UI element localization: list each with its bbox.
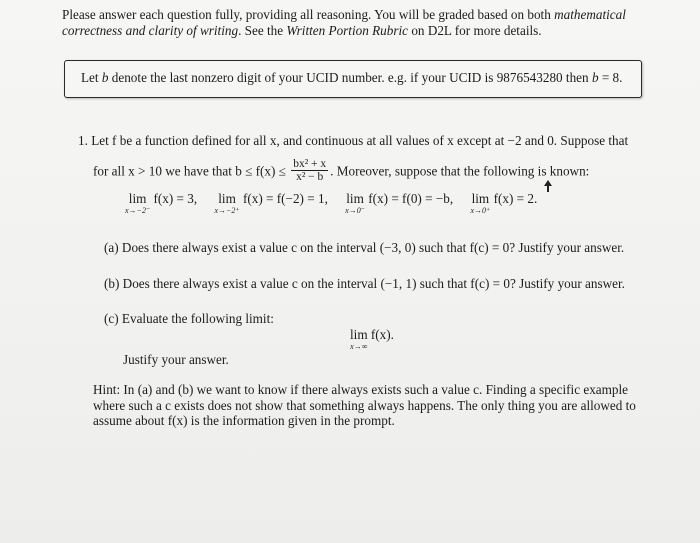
hint-line-2: where such a c exists does not show that something always happens. The only thing you are allowed to <box>93 397 636 413</box>
definition-part: Let <box>81 70 102 85</box>
lim-subscript: x→0⁺ <box>470 206 491 215</box>
part-b: (b) Does there always exist a value c on the interval (−1, 1) such that f(c) = 0? Justify your answer. <box>104 276 625 291</box>
limit-infinity <box>350 328 368 351</box>
question-text: . Moreover, suppose that the following is known: <box>330 163 590 179</box>
lim-subscript: x→−2⁺ <box>214 206 240 215</box>
lim-word: lim <box>471 191 490 206</box>
instructions-text: Please answer each question fully, providing all reasoning. You will be graded based on both <box>62 7 555 22</box>
limit-infinity-expression: f(x). <box>370 327 394 342</box>
limit-3 <box>345 192 365 215</box>
limit-2-expression: f(x) = f(−2) = 1, <box>242 191 328 206</box>
part-a: (a) Does there always exist a value c on the interval (−3, 0) such that f(c) = 0? Justify your answer. <box>104 240 625 255</box>
instructions-line-1 <box>62 7 662 23</box>
question-text: for all x > 10 we have that b ≤ f(x) ≤ <box>93 163 286 179</box>
lim-word: lim <box>346 191 364 206</box>
limit-1 <box>125 192 150 215</box>
mouse-cursor-icon <box>543 180 553 192</box>
part-c-justify: Justify your answer. <box>123 352 229 367</box>
definition-part: denote the last nonzero digit of your UCID number. e.g. if your UCID is 9876543280 then <box>108 70 592 85</box>
limit-4 <box>470 192 490 215</box>
instructions-emphasis: mathematical <box>554 7 626 22</box>
question-1-line-1 <box>78 133 628 149</box>
lim-subscript: x→−2⁻ <box>125 206 151 215</box>
instructions-text-2: . See the <box>238 23 287 38</box>
known-limits <box>125 192 551 215</box>
definition-var: b <box>101 70 109 85</box>
definition-part: = 8. <box>598 70 623 85</box>
instructions <box>62 7 662 39</box>
part-c-limit <box>350 328 408 351</box>
hint <box>93 382 653 429</box>
limit-3-expression: f(x) = f(0) = −b, <box>368 191 454 206</box>
definition-box <box>64 60 642 98</box>
fraction-denominator: x² − b <box>296 171 324 183</box>
fraction-numerator: bx² + x <box>293 158 327 170</box>
hint-line-3: assume about f(x) is the information given in the prompt. <box>93 413 395 428</box>
lim-word: lim <box>218 191 236 206</box>
limit-2 <box>214 192 239 215</box>
fraction <box>291 158 328 183</box>
instructions-line-2 <box>62 23 662 39</box>
question-text: Let f be a function defined for all x, and continuous at all values of x except at −2 and 0. Suppose that <box>87 133 629 148</box>
definition-var: b <box>591 70 599 85</box>
rubric-name: Written Portion Rubric <box>286 23 409 38</box>
lim-subscript: x→∞ <box>350 342 368 351</box>
instructions-text-3: on D2L for more details. <box>408 23 542 38</box>
question-number: 1. <box>78 133 88 148</box>
lim-word: lim <box>350 327 368 342</box>
limit-1-expression: f(x) = 3, <box>153 191 198 206</box>
limit-4-expression: f(x) = 2. <box>493 191 538 206</box>
question-1-line-2 <box>93 160 589 185</box>
part-c: (c) Evaluate the following limit: <box>104 311 274 326</box>
lim-subscript: x→0⁻ <box>345 206 365 215</box>
definition-text <box>81 70 622 86</box>
hint-line-1: Hint: In (a) and (b) we want to know if there always exists such a value c. Finding a specific example <box>93 382 629 397</box>
instructions-emphasis-2: correctness and clarity of writing <box>62 23 239 38</box>
lim-word: lim <box>128 191 147 206</box>
